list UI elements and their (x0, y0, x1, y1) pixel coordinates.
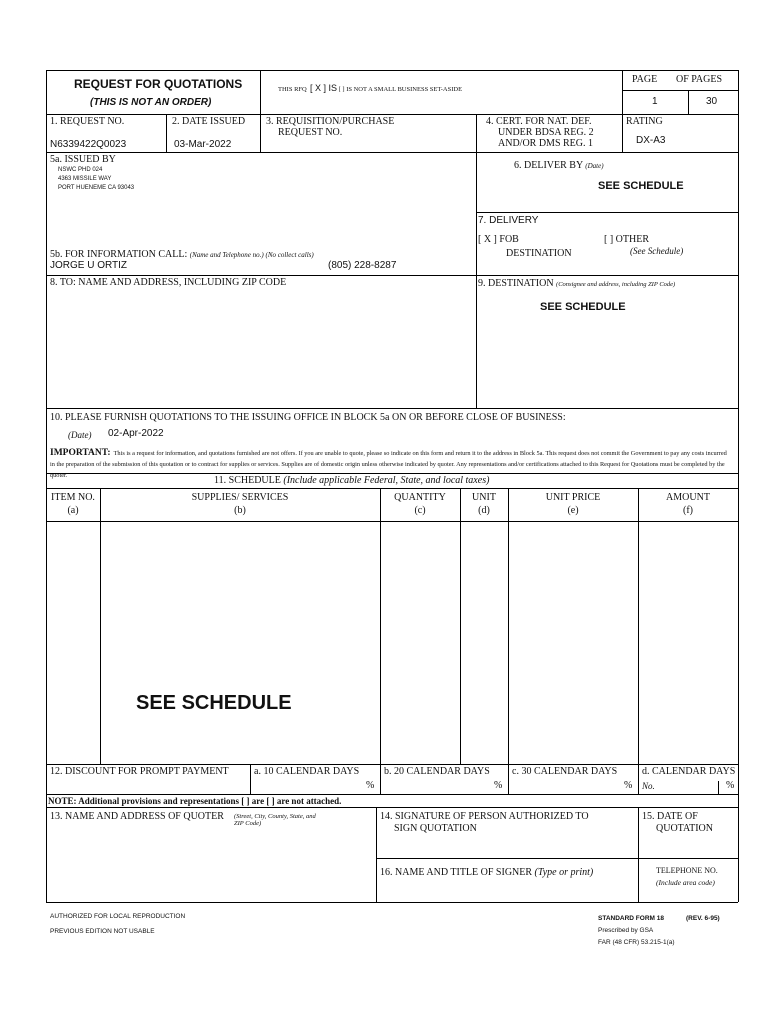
telephone-hint: (Include area code) (656, 878, 715, 887)
issued-by-label: 5a. ISSUED BY (50, 154, 116, 165)
set-aside-is-checkbox[interactable]: [ X ] IS (309, 83, 337, 93)
frame-left (46, 70, 47, 902)
footer-authorized: AUTHORIZED FOR LOCAL REPRODUCTION (50, 913, 186, 920)
frame-bottom (46, 902, 738, 903)
footer-far: FAR (48 CFR) 53.215-1(a) (598, 939, 675, 946)
info-call-phone[interactable]: (805) 228-8287 (328, 260, 397, 271)
rfq-form (46, 70, 738, 902)
signer-field[interactable] (380, 882, 634, 900)
page-number: 1 (652, 96, 658, 107)
other-checkbox[interactable]: [ ] OTHER (604, 234, 649, 245)
destination-value[interactable]: SEE SCHEDULE (540, 301, 626, 313)
requisition-label-1: 3. REQUISITION/PURCHASE (266, 116, 395, 127)
col-supplies-letter: (b) (234, 505, 246, 516)
rating-label: RATING (626, 116, 663, 127)
col-unit-price: UNIT PRICE (545, 492, 601, 503)
info-call-label: 5b. FOR INFORMATION CALL: (Name and Telephone no.) (No collect calls) (50, 249, 314, 260)
provisions-note: NOTE: Additional provisions and representations [ ] are [ ] are not attached. (48, 796, 342, 806)
info-call-name[interactable]: JORGE U ORTIZ (50, 260, 128, 271)
discount-30-pct[interactable]: % (624, 780, 633, 791)
set-aside-line: THIS RFQ [ X ] IS [ ] IS NOT A SMALL BUSINESS SET-ASIDE (278, 83, 463, 93)
to-address-label: 8. TO: NAME AND ADDRESS, INCLUDING ZIP CODE (50, 277, 287, 288)
col-supplies: SUPPLIES/ SERVICES (191, 492, 289, 503)
request-no-label: 1. REQUEST NO. (50, 116, 125, 127)
request-no-value[interactable]: N6339422Q0023 (50, 139, 127, 150)
col-amount: AMOUNT (666, 492, 710, 503)
quoter-hint-2: ZIP Code) (234, 820, 262, 827)
form-title: REQUEST FOR QUOTATIONS (74, 77, 243, 91)
discount-10-label: a. 10 CALENDAR DAYS (254, 766, 360, 777)
close-date-hint: (Date) (68, 430, 92, 440)
discount-days-label: d. CALENDAR DAYS (642, 766, 736, 777)
signature-label-2: SIGN QUOTATION (394, 823, 477, 834)
requisition-label-2: REQUEST NO. (278, 127, 343, 138)
schedule-title: 11. SCHEDULE (Include applicable Federal, State, and local taxes) (214, 475, 490, 486)
frame-top (46, 70, 738, 71)
footer-previous-edition: PREVIOUS EDITION NOT USABLE (50, 928, 155, 935)
schedule-see-schedule: SEE SCHEDULE (136, 692, 292, 714)
date-issued-label: 2. DATE ISSUED (172, 116, 246, 127)
rating-value[interactable]: DX-A3 (636, 135, 666, 146)
important-text: This is a request for information, and quotations furnished are not offers. If you are unable to quote, please so indicate on this form and return it to the address in Block 5a. This request does not commit the Government to pay any costs incurred in the preparation of the submission of this quotation or to contract for supplies or services. Supplies are of domestic origin unless otherwise indicated by quoter. Any representations and/or certifications attached to this Request for Quotations must be completed by the quoter. (50, 450, 727, 479)
cert-label-3: AND/OR DMS REG. 1 (498, 138, 594, 149)
signature-label-1: 14. SIGNATURE OF PERSON AUTHORIZED TO (380, 811, 589, 822)
issued-by-line-3: PORT HUENEME CA 93043 (58, 185, 135, 191)
quotation-date-label-2: QUOTATION (656, 823, 713, 834)
quoter-address-field[interactable] (50, 830, 372, 898)
signature-field[interactable] (380, 836, 634, 856)
col-quantity-letter: (c) (414, 505, 426, 516)
telephone-label: TELEPHONE NO. (656, 866, 718, 875)
footer-form-number: STANDARD FORM 18 (598, 915, 664, 922)
date-issued-value[interactable]: 03-Mar-2022 (174, 139, 232, 150)
frame-right (738, 70, 739, 902)
col-unit-price-letter: (e) (567, 505, 579, 516)
footer-prescribed: Prescribed by GSA (598, 927, 654, 934)
deliver-by-value[interactable]: SEE SCHEDULE (598, 180, 684, 192)
fob-destination-label: DESTINATION (506, 248, 572, 259)
important-label: IMPORTANT: (50, 448, 111, 458)
quoter-label: 13. NAME AND ADDRESS OF QUOTER (50, 811, 224, 822)
total-pages: 30 (706, 96, 718, 107)
issued-by-line-2: 4363 MISSILE WAY (58, 176, 112, 182)
discount-10-pct[interactable]: % (366, 780, 375, 791)
destination-label: 9. DESTINATION (Consignee and address, including ZIP Code) (478, 278, 676, 289)
col-item-no: ITEM NO. (51, 492, 95, 503)
quoter-hint-1: (Street, City, County, State, and (234, 813, 316, 820)
furnish-quotations-label: 10. PLEASE FURNISH QUOTATIONS TO THE ISSUING OFFICE IN BLOCK 5a ON OR BEFORE CLOSE OF BUSINESS: (50, 412, 566, 423)
to-address-field[interactable] (50, 292, 472, 404)
cert-label-2: UNDER BDSA REG. 2 (498, 127, 594, 138)
col-unit-letter: (d) (478, 505, 490, 516)
other-hint: (See Schedule) (630, 246, 684, 256)
discount-days-pct[interactable]: % (726, 780, 735, 791)
discount-20-label: b. 20 CALENDAR DAYS (384, 766, 490, 777)
of-pages-label: OF PAGES (676, 74, 723, 85)
col-item-no-letter: (a) (67, 505, 79, 516)
issued-by-line-1: NSWC PHD 024 (58, 167, 103, 173)
page-label: PAGE (632, 74, 658, 85)
close-date-value[interactable]: 02-Apr-2022 (108, 428, 164, 439)
deliver-by-label: 6. DELIVER BY (Date) (514, 160, 604, 171)
discount-label: 12. DISCOUNT FOR PROMPT PAYMENT (50, 766, 229, 777)
col-amount-letter: (f) (683, 505, 693, 516)
signer-label: 16. NAME AND TITLE OF SIGNER (Type or print) (380, 867, 594, 878)
col-unit: UNIT (472, 492, 496, 503)
discount-30-label: c. 30 CALENDAR DAYS (512, 766, 618, 777)
form-subtitle: (THIS IS NOT AN ORDER) (90, 97, 212, 108)
quotation-date-label-1: 15. DATE OF (642, 811, 698, 822)
discount-days-no[interactable]: No. (642, 781, 655, 791)
delivery-label: 7. DELIVERY (478, 215, 539, 226)
discount-20-pct[interactable]: % (494, 780, 503, 791)
fob-destination-checkbox[interactable]: [ X ] FOB (478, 234, 519, 245)
col-quantity: QUANTITY (394, 492, 446, 503)
footer-revision: (REV. 6-95) (686, 915, 720, 922)
cert-label-1: 4. CERT. FOR NAT. DEF. (486, 116, 592, 127)
